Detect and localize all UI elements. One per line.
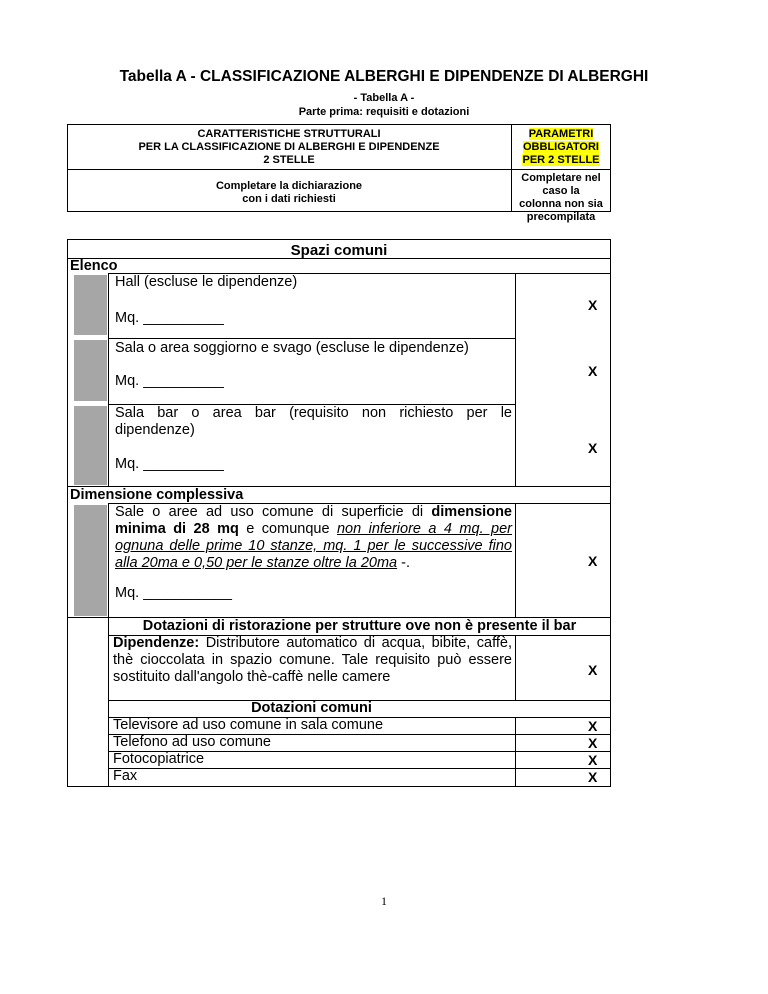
ristorazione-text: Dipendenze: Distributore automatico di acqua, bibite, caffè, thè cioccolata in spazio comune. Tale requisito può essere sostituito dall'angolo thè-caffè nelle camere — [113, 635, 512, 685]
fax-mark: X — [588, 769, 598, 785]
ristorazione-title: Dotazioni di ristorazione per strutture ove non è presente il bar — [142, 618, 577, 634]
sala-bar-label-line1: Sala bar o area bar (requisito non richiesto per le — [115, 405, 512, 421]
dotazione-item-televisore: Televisore ad uso comune in sala comune — [113, 717, 384, 733]
dimensione-text: Sale o aree ad uso comune di superficie di dimensione minima di 28 mq e comunque non inferiore a 4 mq. per ognuna delle prime 10 stanze, mq. 1 per le successive fino alla 20ma e 0,50 per le stanze oltre la 20ma -. — [115, 504, 512, 571]
sala-bar-mq-field[interactable]: Mq. __________ — [115, 456, 224, 472]
dotazione-item-telefono: Telefono ad uso comune — [113, 734, 271, 750]
section-title-spazi-comuni: Spazi comuni — [290, 242, 388, 259]
dotazione-item-fotocopiatrice: Fotocopiatrice — [113, 751, 205, 767]
page-title: Tabella A - CLASSIFICAZIONE ALBERGHI E DIPENDENZE DI ALBERGHI — [119, 68, 649, 85]
televisore-mark: X — [588, 718, 598, 734]
dimensione-label: Dimensione complessiva — [70, 487, 244, 503]
subtitle: - Tabella A - — [353, 92, 415, 104]
complete-declaration-note: Completare la dichiarazione con i dati richiesti — [215, 180, 363, 205]
telefono-mark: X — [588, 735, 598, 751]
hall-mark: X — [588, 297, 598, 313]
dotazioni-title: Dotazioni comuni — [251, 700, 372, 716]
subtitle-part: Parte prima: requisiti e dotazioni — [298, 106, 470, 118]
dotazione-item-fax: Fax — [113, 768, 138, 784]
sala-soggiorno-mark: X — [588, 363, 598, 379]
hall-label: Hall (escluse le dipendenze) — [115, 274, 298, 290]
sala-bar-mark: X — [588, 440, 598, 456]
dimensione-mark: X — [588, 553, 598, 569]
structural-heading: CARATTERISTICHE STRUTTURALI PER LA CLASSIFICAZIONE DI ALBERGHI E DIPENDENZE 2 STELLE — [138, 128, 440, 166]
complete-column-note: Completare nel caso la colonna non sia precompilata — [519, 172, 603, 223]
sala-soggiorno-mq-field[interactable]: Mq. __________ — [115, 373, 224, 389]
elenco-label: Elenco — [70, 258, 118, 274]
dimensione-mq-field[interactable]: Mq. ___________ — [115, 585, 232, 601]
ristorazione-mark: X — [588, 662, 598, 678]
sala-soggiorno-label: Sala o area soggiorno e svago (escluse le dipendenze) — [115, 340, 469, 356]
hall-mq-field[interactable]: Mq. __________ — [115, 310, 224, 326]
fotocopiatrice-mark: X — [588, 752, 598, 768]
parameters-heading: PARAMETRI OBBLIGATORI PER 2 STELLE — [522, 128, 600, 166]
page-number: 1 — [381, 894, 387, 908]
sala-bar-label-line2: dipendenze) — [115, 422, 195, 438]
